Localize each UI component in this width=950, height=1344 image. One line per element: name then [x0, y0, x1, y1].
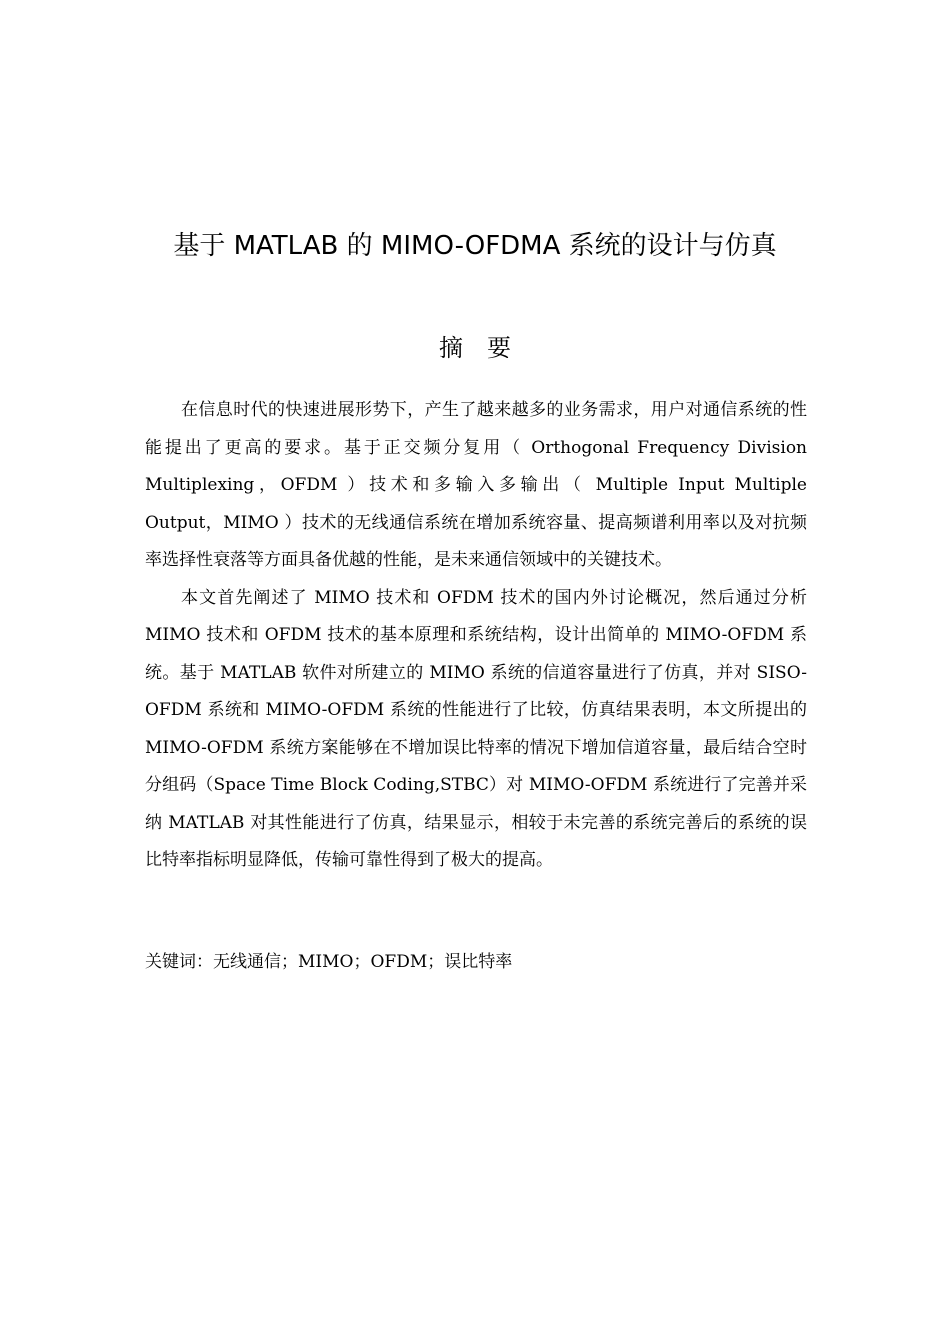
document-title: 基于 MATLAB 的 MIMO-OFDMA 系统的设计与仿真: [173, 231, 777, 261]
abstract-paragraph-1: 在信息时代的快速进展形势下，产生了越来越多的业务需求，用户对通信系统的性能提出了更高的要求。基于正交频分复用（ Orthogonal Frequency Division Multiplexing，OFDM ）技术和多输入多输出（ Multiple Input Multiple Output，MIMO ）技术的无线通信系统在增加系统容量、提高频谱利用率以及对抗频率选择性衰落等方面具备优越的性能，是未来通信领域中的关键技术。: [145, 400, 807, 570]
keywords-line: [145, 944, 807, 980]
abstract-paragraph-2: 本文首先阐述了 MIMO 技术和 OFDM 技术的国内外讨论概况，然后通过分析 MIMO 技术和 OFDM 技术的基本原理和系统结构，设计出简单的 MIMO-OFDM 系统。基于 MATLAB 软件对所建立的 MIMO 系统的信道容量进行了仿真，并对 SISO-OFDM 系统和 MIMO-OFDM 系统的性能进行了比较，仿真结果表明，本文所提出的 MIMO-OFDM 系统方案能够在不增加误比特率的情况下增加信道容量，最后结合空时分组码（Space Time Block Coding,STBC）对 MIMO-OFDM 系统进行了完善并采纳 MATLAB 对其性能进行了仿真，结果显示，相较于未完善的系统完善后的系统的误比特率指标明显降低，传输可靠性得到了极大的提高。: [145, 587, 807, 870]
keywords-label: 关键词：: [145, 952, 213, 972]
abstract-body: [145, 392, 807, 880]
abstract-heading: 摘要: [439, 334, 535, 362]
keywords-value: 无线通信；MIMO；OFDM；误比特率: [213, 952, 513, 972]
